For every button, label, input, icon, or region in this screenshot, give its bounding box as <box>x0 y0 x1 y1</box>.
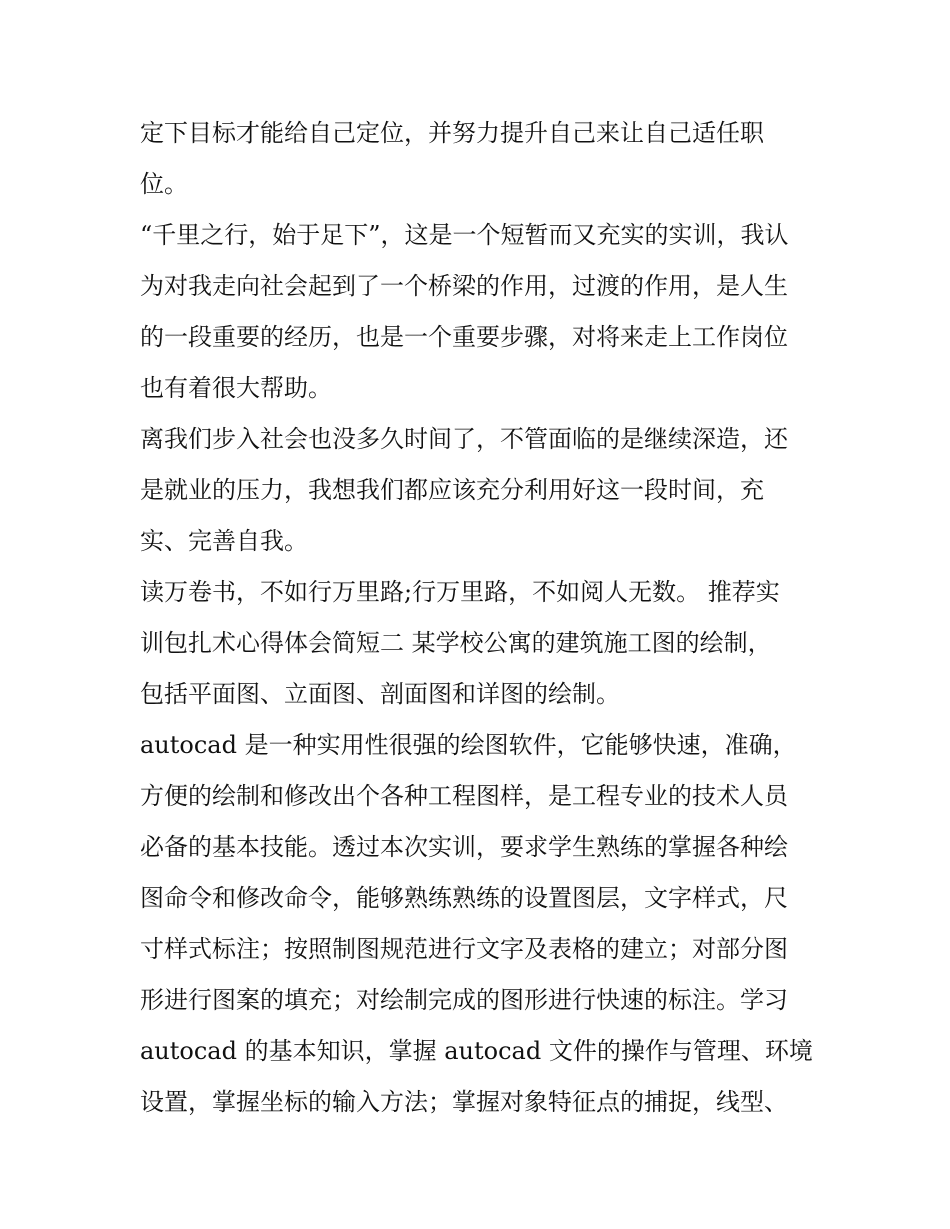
text-line: 定下目标才能给自己定位，并努力提升自己来让自己适任职 <box>140 119 764 147</box>
text-line: 形进行图案的填充；对绘制完成的图形进行快速的标注。学习 <box>140 986 788 1014</box>
text-line: 必备的基本技能。透过本次实训，要求学生熟练的掌握各种绘 <box>140 833 788 861</box>
text-line: 位。 <box>140 170 188 198</box>
text-line: 的一段重要的经历，也是一个重要步骤，对将来走上工作岗位 <box>140 323 788 351</box>
text-line: “千里之行，始于足下”，这是一个短暂而又充实的实训，我认 <box>140 221 789 249</box>
text-line: 设置，掌握坐标的输入方法；掌握对象特征点的捕捉，线型、 <box>140 1088 788 1116</box>
paragraph-2 <box>140 210 820 414</box>
text-line: autocad 是一种实用性很强的绘图软件，它能够快速，准确， <box>140 731 797 759</box>
text-line: 图命令和修改命令，能够熟练熟练的设置图层，文字样式，尺 <box>140 884 788 912</box>
text-line: 训包扎术心得体会简短二 某学校公寓的建筑施工图的绘制， <box>140 629 772 657</box>
text-line: 寸样式标注；按照制图规范进行文字及表格的建立；对部分图 <box>140 935 788 963</box>
document-body <box>140 108 820 1128</box>
text-line: 包括平面图、立面图、剖面图和详图的绘制。 <box>140 680 620 708</box>
paragraph-1 <box>140 108 820 210</box>
text-line: 实、完善自我。 <box>140 527 308 555</box>
paragraph-4 <box>140 567 820 720</box>
paragraph-3 <box>140 414 820 567</box>
text-line: 离我们步入社会也没多久时间了，不管面临的是继续深造，还 <box>140 425 788 453</box>
text-line: autocad 的基本知识，掌握 autocad 文件的操作与管理、环境 <box>140 1037 813 1065</box>
text-line: 也有着很大帮助。 <box>140 374 332 402</box>
text-line: 为对我走向社会起到了一个桥梁的作用，过渡的作用，是人生 <box>140 272 788 300</box>
text-line: 方便的绘制和修改出个各种工程图样，是工程专业的技术人员 <box>140 782 788 810</box>
text-line: 读万卷书，不如行万里路;行万里路，不如阅人无数。 推荐实 <box>140 578 780 606</box>
text-line: 是就业的压力，我想我们都应该充分利用好这一段时间，充 <box>140 476 764 504</box>
paragraph-5 <box>140 720 820 1128</box>
